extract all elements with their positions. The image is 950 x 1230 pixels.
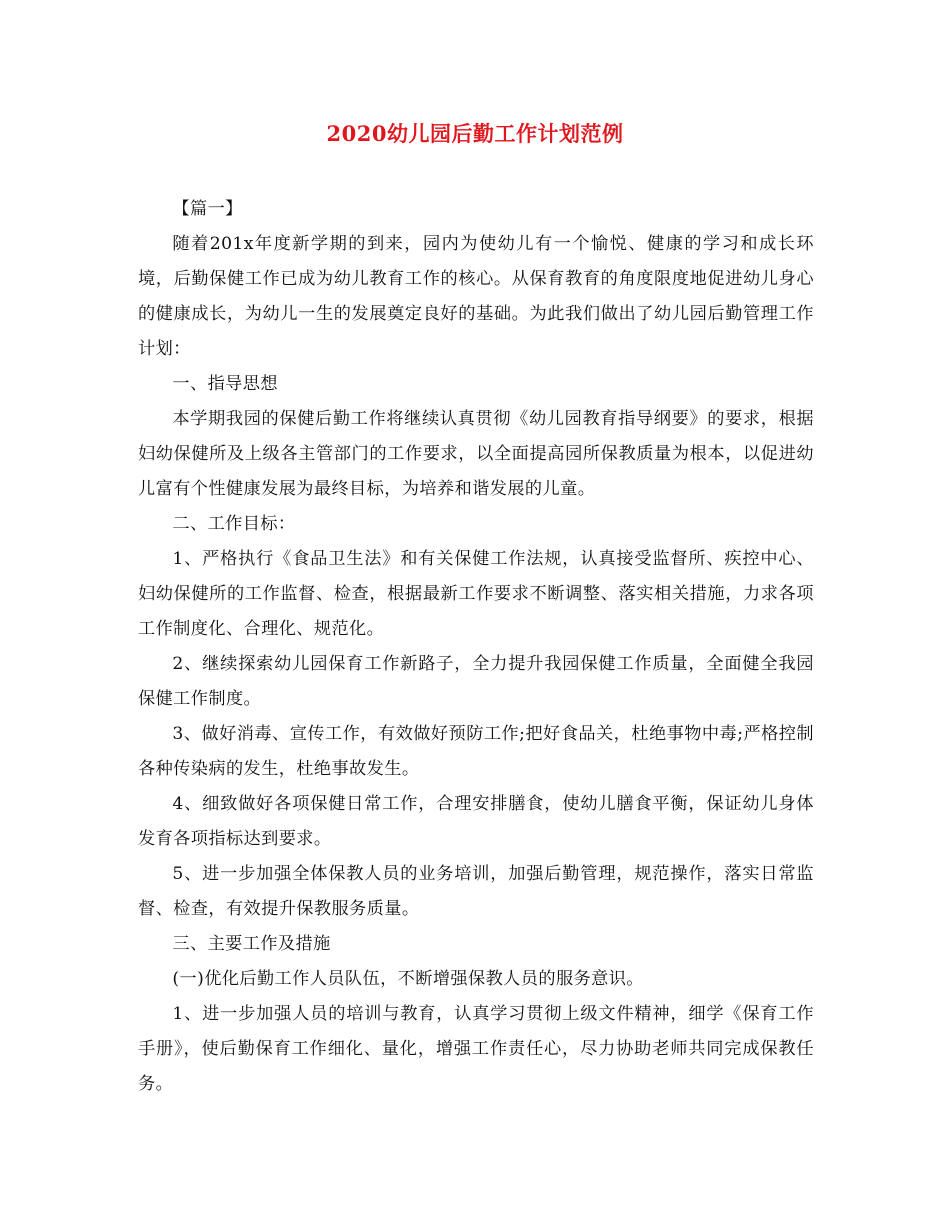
document-title: 2020幼儿园后勤工作计划范例	[326, 121, 624, 146]
paragraph: 4、细致做好各项保健日常工作，合理安排膳食，使幼儿膳食平衡，保证幼儿身体发育各项指标达到要求。	[138, 794, 814, 849]
paragraph: 本学期我园的保健后勤工作将继续认真贯彻《幼儿园教育指导纲要》的要求，根据妇幼保健所及上级各主管部门的工作要求，以全面提高园所保教质量为根本，以促进幼儿富有个性健康发展为最终目标，为培养和谐发展的儿童。	[138, 409, 814, 499]
paragraph: 【篇一】	[172, 199, 243, 219]
section-heading: 二、工作目标：	[172, 514, 296, 534]
section-heading: 三、主要工作及措施	[172, 934, 331, 954]
paragraph: 随着201x年度新学期的到来，园内为使幼儿有一个愉悦、健康的学习和成长环境，后勤保健工作已成为幼儿教育工作的核心。从保育教育的角度限度地促进幼儿身心的健康成长，为幼儿一生的发展奠定良好的基础。为此我们做出了幼儿园后勤管理工作计划：	[138, 234, 814, 359]
paragraph: (一)优化后勤工作人员队伍，不断增强保教人员的服务意识。	[172, 969, 644, 989]
paragraph: 2、继续探索幼儿园保育工作新路子，全力提升我园保健工作质量，全面健全我园保健工作制度。	[138, 654, 814, 709]
paragraph: 5、进一步加强全体保教人员的业务培训，加强后勤管理，规范操作，落实日常监督、检查，有效提升保教服务质量。	[138, 864, 814, 919]
document-body	[138, 192, 814, 1102]
paragraph: 3、做好消毒、宣传工作，有效做好预防工作;把好食品关，杜绝事物中毒;严格控制各种传染病的发生，杜绝事故发生。	[138, 724, 814, 779]
paragraph: 1、进一步加强人员的培训与教育，认真学习贯彻上级文件精神，细学《保育工作手册》，使后勤保育工作细化、量化，增强工作责任心，尽力协助老师共同完成保教任务。	[138, 1004, 814, 1094]
paragraph: 1、严格执行《食品卫生法》和有关保健工作法规，认真接受监督所、疾控中心、妇幼保健所的工作监督、检查，根据最新工作要求不断调整、落实相关措施，力求各项工作制度化、合理化、规范化。	[138, 549, 814, 639]
section-heading: 一、指导思想	[172, 374, 278, 394]
